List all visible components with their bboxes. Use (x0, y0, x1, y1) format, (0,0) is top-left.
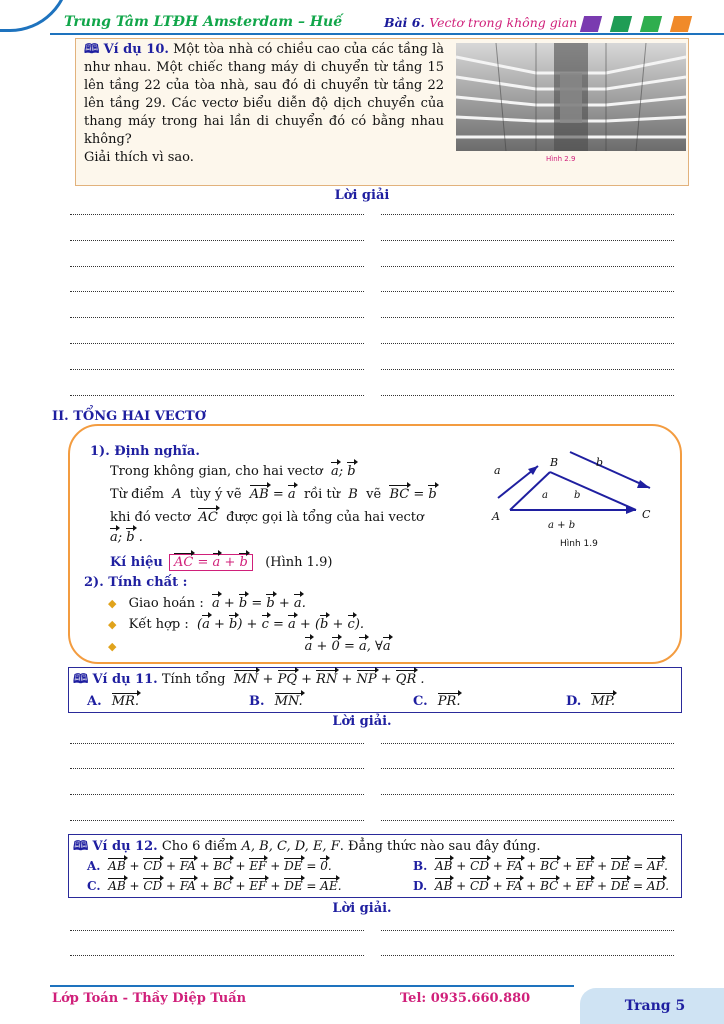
associative-formula: (a + b) + c = a + (b + c). (192, 617, 365, 632)
example-11-label: Ví dụ 11. (92, 672, 158, 687)
header-lesson (384, 15, 577, 30)
option-a-value: MR. (111, 694, 139, 709)
figure-1-9 (470, 444, 670, 554)
option-c-12[interactable] (87, 879, 342, 893)
book-icon: 🕮 (73, 672, 89, 687)
example-10-question-2: Giải thích vì sao. (84, 150, 194, 165)
answer-line (381, 369, 674, 370)
definition-text-2b: tùy ý vẽ (189, 487, 242, 502)
header-square-purple (580, 16, 602, 32)
option-d-12-formula: AB + CD + FA + BC + EF + DE = AD. (434, 879, 670, 893)
atrium-image (456, 43, 686, 151)
example-12-label: Ví dụ 12. (92, 839, 158, 854)
solution-heading-1: Lời giải (334, 188, 390, 203)
header-square-orange (670, 16, 692, 32)
label-a-inner: a (542, 490, 548, 501)
definition-line-1 (110, 463, 356, 481)
notation-label: Kí hiệu (110, 555, 163, 570)
answer-line (381, 343, 674, 344)
vector-BC-eq-b: BC = b (389, 487, 437, 502)
vectors-a-b: a; b (331, 464, 356, 479)
answer-line (381, 820, 674, 821)
label-sum: a + b (548, 520, 576, 531)
property-title: 2). Tính chất : (84, 575, 188, 590)
point-A: A (168, 487, 186, 502)
option-a-12-formula: AB + CD + FA + BC + EF + DE = 0. (108, 859, 332, 873)
header-square-green-2 (640, 16, 662, 32)
property-zero (108, 638, 391, 656)
option-b-12[interactable] (413, 859, 668, 873)
header-center-title: Trung Tâm LTĐH Amsterdam – Huế (64, 14, 343, 30)
answer-line (70, 930, 364, 931)
option-c[interactable] (413, 694, 460, 709)
label-a: a (494, 464, 501, 477)
label-b-inner: b (574, 490, 581, 501)
property-associative-label: Kết hợp : (128, 617, 189, 632)
solution-heading-2: Lời giải. (332, 714, 392, 729)
option-c-value: PR. (437, 694, 461, 709)
answer-line (70, 240, 364, 241)
answer-line (70, 794, 364, 795)
example-11-formula: MN + PQ + RN + NP + QR . (233, 672, 425, 687)
answer-line (381, 930, 674, 931)
answer-line (381, 395, 674, 396)
segment-BC (550, 472, 636, 510)
point-B-label: B (550, 456, 559, 469)
solution-heading-3: Lời giải. (332, 901, 392, 916)
diamond-bullet-icon: ◆ (108, 597, 117, 610)
example-11-box (68, 667, 682, 713)
answer-line (70, 343, 364, 344)
answer-line (381, 266, 674, 267)
option-c-letter: C. (413, 694, 428, 709)
answer-line (381, 794, 674, 795)
example-10-text (84, 41, 444, 167)
example-12-text (73, 838, 541, 856)
example-10-box (75, 38, 689, 186)
header-decoration (0, 0, 70, 32)
lesson-title: Vectơ trong không gian (429, 15, 578, 30)
vector-b-arrow (570, 452, 650, 488)
answer-line (381, 743, 674, 744)
option-b-12-letter: B. (413, 859, 428, 873)
answer-line (381, 955, 674, 956)
option-a-12-letter: A. (87, 859, 101, 873)
option-b-value: MN. (274, 694, 303, 709)
example-12-box (68, 834, 682, 898)
vectors-a-b-2: a; b . (110, 530, 143, 545)
option-d-letter: D. (566, 694, 582, 709)
answer-line (70, 317, 364, 318)
definition-text-2a: Từ điểm (110, 487, 164, 502)
vector-AB-eq-a: AB = a (249, 487, 296, 502)
vector-AC: AC (198, 510, 218, 525)
point-B: B (344, 487, 362, 502)
option-d-12-letter: D. (413, 879, 428, 893)
label-b: b (596, 456, 604, 469)
diamond-bullet-icon: ◆ (108, 618, 117, 631)
example-11-text (73, 671, 425, 689)
answer-line (70, 395, 364, 396)
answer-line (381, 317, 674, 318)
option-a-letter: A. (87, 694, 102, 709)
definition-text-2c: rồi từ (303, 487, 341, 502)
page-number: Trang 5 (580, 988, 724, 1024)
property-commutative (108, 595, 306, 613)
option-d-12-rhs: AD (646, 879, 666, 893)
property-commutative-label: Giao hoán : (128, 596, 204, 611)
example-10-label: Ví dụ 10. (103, 42, 169, 57)
option-d-value: MP. (591, 694, 616, 709)
option-b-12-rhs: AF (647, 859, 665, 873)
option-c-12-letter: C. (87, 879, 101, 893)
option-b-12-formula: AB + CD + FA + BC + EF + DE = AF. (434, 859, 668, 873)
book-icon: 🕮 (84, 42, 100, 57)
header-square-green (610, 16, 632, 32)
definition-text-2d: vẽ (366, 487, 382, 502)
option-d[interactable] (566, 694, 615, 709)
example-12-question: Cho 6 điểm (161, 839, 238, 854)
definition-title: 1). Định nghĩa. (90, 444, 200, 459)
figure-2-9-caption: Hình 2.9 (546, 155, 576, 163)
option-a-12-rhs: 0 (320, 859, 328, 873)
definition-text-3a: khi đó vectơ (110, 510, 191, 525)
point-C-label: C (642, 508, 651, 521)
header-rule (50, 33, 724, 35)
definition-line-3 (110, 509, 424, 527)
option-a[interactable] (87, 694, 139, 709)
definition-line-2 (110, 486, 437, 504)
answer-line (70, 266, 364, 267)
example-12-points: A, B, C, D, E, F (241, 839, 340, 854)
answer-line (70, 820, 364, 821)
answer-line (70, 369, 364, 370)
point-A-label: A (492, 510, 500, 523)
property-associative (108, 616, 364, 634)
notation-line (110, 554, 332, 572)
footer-phone: Tel: 0935.660.880 (400, 991, 531, 1006)
answer-line (70, 291, 364, 292)
figure-1-9-caption: Hình 1.9 (560, 539, 598, 549)
option-b[interactable] (249, 694, 303, 709)
answer-line (381, 214, 674, 215)
definition-text-3b: được gọi là tổng của hai vectơ (226, 510, 424, 525)
answer-line (70, 955, 364, 956)
definition-text-1: Trong không gian, cho hai vectơ (110, 464, 323, 479)
option-c-12-rhs: AE (320, 879, 338, 893)
commutative-formula: a + b = b + a. (211, 596, 306, 611)
notation-figure-ref: (Hình 1.9) (265, 555, 333, 570)
lesson-label: Bài 6. (384, 15, 425, 30)
example-12-question-2: . Đẳng thức nào sau đây đúng. (339, 839, 541, 854)
option-b-letter: B. (249, 694, 265, 709)
zero-formula: a + 0 = a, ∀a (304, 639, 391, 654)
book-icon: 🕮 (73, 839, 89, 854)
answer-line (70, 768, 364, 769)
answer-line (381, 768, 674, 769)
answer-line (70, 743, 364, 744)
building-photo (456, 43, 686, 151)
option-c-12-formula: AB + CD + FA + BC + EF + DE = AE. (108, 879, 342, 893)
answer-line (381, 291, 674, 292)
definition-box (68, 424, 682, 664)
footer-class-name: Lớp Toán - Thầy Diệp Tuấn (52, 991, 247, 1006)
answer-line (381, 240, 674, 241)
option-a-12[interactable] (87, 859, 332, 873)
example-10-question: Một tòa nhà có chiều cao của các tầng là như nhau. Một chiếc thang máy di chuyển từ tầng 15 lên tầng 22 của tòa nhà, sau đó di chuyển từ tầng 22 lên tầng 29. Các vectơ biểu diễn độ dịch chuyển của thang máy trong hai lần di chuyển đó có bằng nhau không? (84, 42, 444, 147)
diamond-bullet-icon: ◆ (108, 640, 117, 653)
example-11-question: Tính tổng (161, 672, 226, 687)
option-d-12[interactable] (413, 879, 669, 893)
vector-b-arrowhead (637, 480, 650, 488)
answer-line (70, 214, 364, 215)
footer-rule (50, 985, 574, 987)
section-title: II. TỔNG HAI VECTƠ (52, 409, 207, 424)
notation-formula: AC = a + b (169, 554, 253, 571)
